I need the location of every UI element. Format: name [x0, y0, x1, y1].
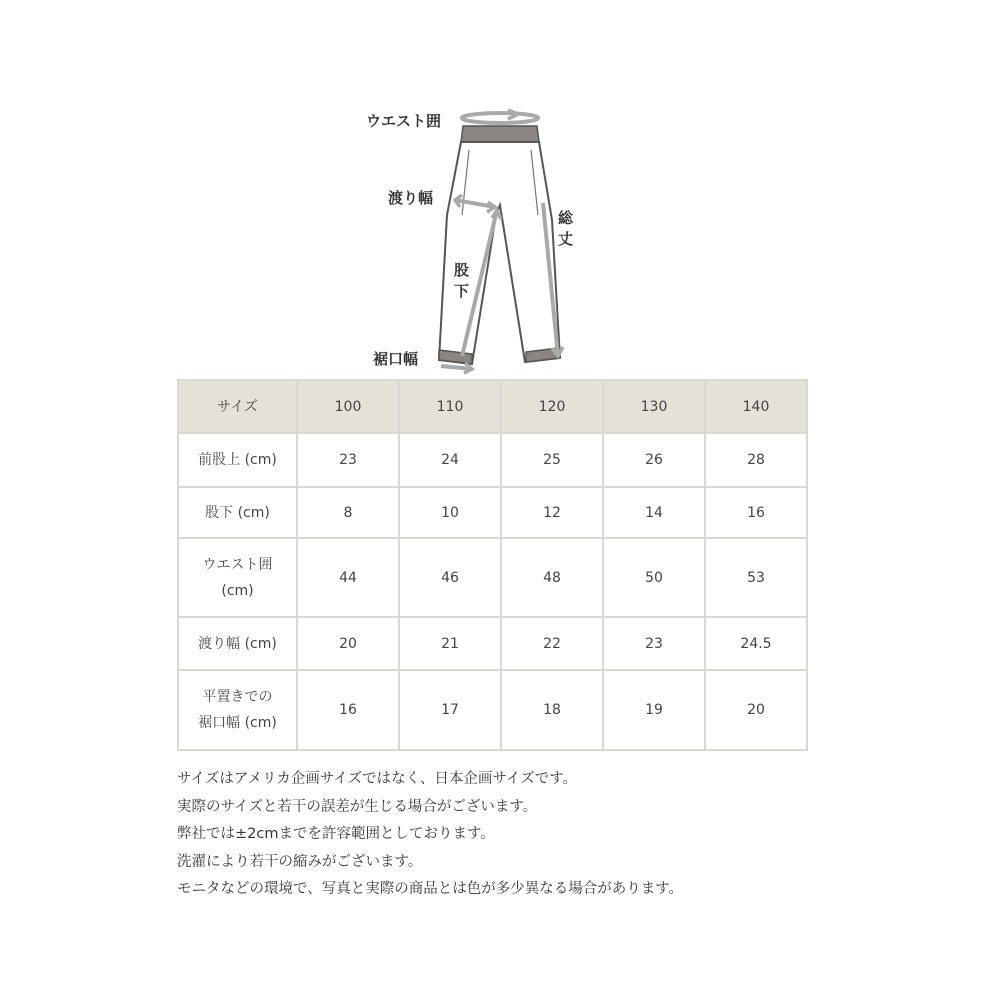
table-cell: 22 — [501, 617, 603, 670]
note-line: 洗濯により若干の縮みがございます。 — [177, 853, 423, 870]
table-cell: 21 — [399, 617, 501, 670]
table-row — [178, 433, 807, 487]
table-cell: 10 — [399, 487, 501, 538]
size-header: 100 — [297, 380, 399, 433]
size-header: 120 — [501, 380, 603, 433]
row-label-line: 裾口幅 (cm) — [198, 715, 277, 731]
table-cell: 28 — [705, 433, 807, 487]
note-line: 実際のサイズと若干の誤差が生じる場合がございます。 — [177, 798, 538, 815]
table-cell: 20 — [705, 670, 807, 750]
table-row — [178, 670, 807, 750]
row-label — [178, 617, 297, 670]
notes — [177, 766, 683, 904]
row-label-line: 前股上 (cm) — [198, 452, 277, 468]
row-label — [178, 538, 297, 617]
table-cell: 24 — [399, 433, 501, 487]
table-cell: 12 — [501, 487, 603, 538]
table-cell: 50 — [603, 538, 705, 617]
table-cell: 48 — [501, 538, 603, 617]
table-cell: 19 — [603, 670, 705, 750]
table-cell: 46 — [399, 538, 501, 617]
table-cell: 23 — [297, 433, 399, 487]
note-line: サイズはアメリカ企画サイズではなく、日本企画サイズです。 — [177, 771, 578, 787]
table-row — [178, 617, 807, 670]
pants-outline — [439, 142, 560, 364]
table-cell: 16 — [297, 670, 399, 750]
size-table — [177, 379, 808, 751]
table-row — [178, 487, 807, 538]
table-row — [178, 538, 807, 617]
pants-diagram — [0, 0, 1000, 380]
row-label-line: (cm) — [221, 582, 254, 599]
header-row — [178, 380, 807, 433]
table-cell: 20 — [297, 617, 399, 670]
row-label-line: 平置きでの — [202, 689, 273, 705]
waist-label: ウエスト囲 — [366, 112, 442, 130]
waistband — [461, 126, 539, 142]
row-label — [178, 487, 297, 538]
size-header-label: サイズ — [178, 380, 297, 433]
pants-illustration — [0, 0, 1000, 380]
size-header: 130 — [603, 380, 705, 433]
table-cell: 18 — [501, 670, 603, 750]
table-cell: 44 — [297, 538, 399, 617]
row-label — [178, 670, 297, 750]
table-cell: 53 — [705, 538, 807, 617]
row-label-line: 股下 (cm) — [205, 504, 270, 521]
table-cell: 8 — [297, 487, 399, 538]
waist-arrow — [462, 113, 538, 123]
note-line: 弊社では±2cmまでを許容範囲としております。 — [177, 826, 495, 842]
table-cell: 23 — [603, 617, 705, 670]
table-cell: 25 — [501, 433, 603, 487]
row-label — [178, 433, 297, 487]
hem-label: 裾口幅 — [373, 350, 419, 368]
thigh-label: 渡り幅 — [388, 189, 434, 207]
table-cell: 17 — [399, 670, 501, 750]
table-cell: 16 — [705, 487, 807, 538]
table-cell: 14 — [603, 487, 705, 538]
total-length-label: 総丈 — [556, 210, 574, 252]
table-cell: 24.5 — [705, 617, 807, 670]
row-label-line: 渡り幅 (cm) — [198, 635, 277, 652]
row-label-line: ウエスト囲 — [202, 556, 273, 573]
size-header: 110 — [399, 380, 501, 433]
size-header: 140 — [705, 380, 807, 433]
inseam-label: 股下 — [452, 262, 470, 304]
note-line: モニタなどの環境で、写真と実際の商品とは色が多少異なる場合があります。 — [177, 881, 684, 897]
table-cell: 26 — [603, 433, 705, 487]
